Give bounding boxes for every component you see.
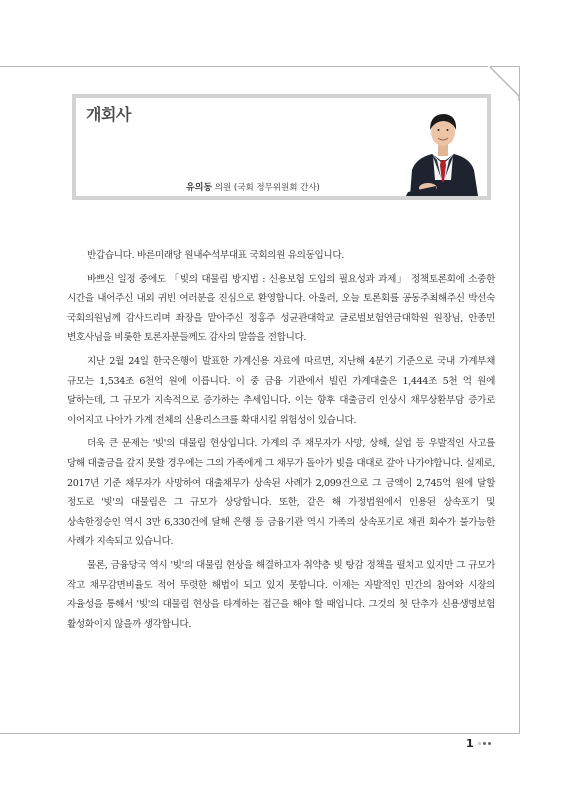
page-corner-fold [488,65,524,101]
page-number-ornament [478,742,491,745]
paragraph: 지난 2월 24일 한국은행이 발표한 가계신용 자료에 따르면, 지난해 4분기 기준으로 국내 가계부채 규모는 1,534조 6천억 원에 이릅니다. 이 중 금융 기관에서 빌린 가계대출은 1,444조 5천 억 원에 달하는데, 그 규모가 지속적으로 증가하는 추세입니다. 이는 향후 대출금리 인상시 채무상환부담 증가로 이어지고 나아가 가계 전체의 신용리스크를 확대시킬 위험성이 있습니다. [67,355,495,426]
speech-body [67,246,495,638]
paragraph: 더욱 큰 문제는 '빚'의 대물림 현상입니다. 가계의 주 채무자가 사망, 상해, 실업 등 우발적인 사고를 당해 대출금을 갚지 못할 경우에는 그의 가족에게 그 채무가 돌아가 빚을 대대로 갚아 나가야합니다. 실제로, 2017년 기준 채무자가 사망하여 대출채무가 상속된 사례가 2,099건으로 그 금액이 2,745억 원에 달할 정도로 '빚'의 대물림은 그 규모가 상당합니다. 또한, 같은 해 가정법원에서 인용된 상속포기 및 상속한정승인 역시 3만 6,330건에 달해 은행 등 금융기관 역시 가족의 상속포기로 채권 회수가 불가능한 사례가 지속되고 있습니다. [67,438,495,548]
paragraph: 물론, 금융당국 역시 '빚'의 대물림 현상을 해결하고자 취약층 빚 탕감 정책을 펼치고 있지만 그 규모가 작고 채무감면비율도 적어 뚜렷한 해법이 되고 있지 못합니다. 이제는 자발적인 민간의 참여와 시장의 자율성을 통해서 '빚'의 대물림 현상을 타계하는 접근을 해야 할 때입니다. 그것의 첫 단추가 신용생명보험 활성화이지 않을까 생각합니다. [67,559,495,630]
page-number: 1 [466,737,474,750]
speaker-portrait [404,100,482,196]
page-title: 개회사 [86,105,131,124]
paragraph: 반갑습니다. 바른미래당 원내수석부대표 국회의원 유의동입니다. [87,250,344,261]
speaker-name: 유의동 [186,183,213,193]
paragraph: 바쁘신 일정 중에도 「빚의 대물림 방지법 : 신용보험 도입의 필요성과 과제」 정책토론회에 소중한 시간을 내어주신 내외 귀빈 여러분을 진심으로 환영합니다. 아울러, 오늘 토론회를 공동주최해주신 박선숙 국회의원님께 감사드리며 좌장을 맡아주신 정홍주 성균관대학교 글로벌보험연금대학원 원장님, 안종민 변호사님을 비롯한 토론자분들께도 감사의 말씀을 전합니다. [67,273,495,344]
speaker-role: 의원 (국회 정무위원회 간사) [214,183,320,193]
speaker-byline [186,180,320,193]
